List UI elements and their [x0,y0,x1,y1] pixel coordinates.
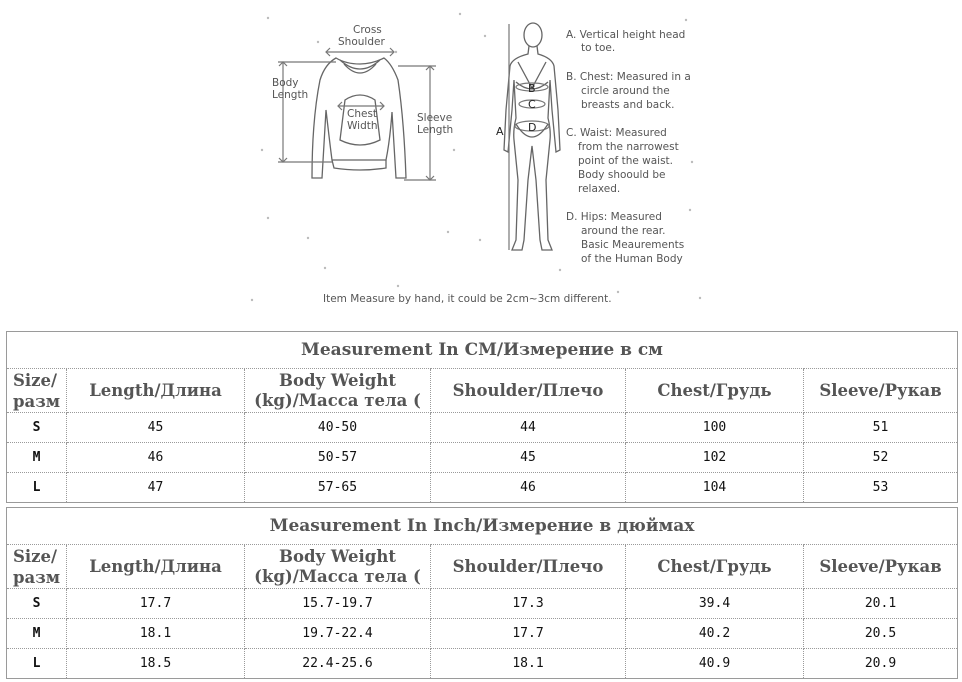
measurement-notes [566,29,691,265]
inch-table-title: Measurement In Inch/Измерение в дюймах [7,508,958,545]
note-d-line-3: Basic Meaurements [581,239,685,251]
table-row [7,473,958,503]
cell-size: M [7,619,67,649]
header-length: Length/Длина [67,545,245,589]
header-size-line-1: Size/ [13,546,58,566]
cell-shoulder: 17.3 [431,589,626,619]
header-shoulder: Shoulder/Плечо [431,545,626,589]
note-c-line-3: point of the waist. [578,155,674,167]
cell-chest: 40.9 [626,649,804,679]
sweater-drawing [272,24,453,180]
header-size-line-1: Size/ [13,370,58,390]
cm-table-title: Measurement In CM/Измерение в см [7,332,958,369]
figure-letter-a: A [496,125,504,138]
cell-shoulder: 46 [431,473,626,503]
cell-chest: 40.2 [626,619,804,649]
table-row [7,413,958,443]
cell-weight: 22.4-25.6 [245,649,431,679]
table-row [7,649,958,679]
sleeve-length-label-1: Sleeve [417,112,453,124]
body-length-label-2: Length [272,89,309,101]
cell-shoulder: 44 [431,413,626,443]
header-shoulder: Shoulder/Плечо [431,369,626,413]
cell-chest: 104 [626,473,804,503]
cell-shoulder: 45 [431,443,626,473]
cell-length: 18.1 [67,619,245,649]
human-figure-drawing [496,23,560,250]
cell-length: 17.7 [67,589,245,619]
table-row [7,589,958,619]
note-d-line-1: D. Hips: Measured [566,211,662,223]
cell-weight: 57-65 [245,473,431,503]
figure-letter-d: D [528,121,537,134]
cell-size: M [7,443,67,473]
cell-length: 47 [67,473,245,503]
table-row [7,619,958,649]
header-size-line-2: разм [13,391,61,411]
cell-weight: 50-57 [245,443,431,473]
header-weight [245,369,431,413]
note-b-line-2: circle around the [581,85,670,97]
figure-letter-b: B [528,82,536,95]
cell-length: 18.5 [67,649,245,679]
measure-disclaimer: Item Measure by hand, it could be 2cm~3cm different. [323,293,612,305]
header-weight-line-1: Body Weight [279,370,396,390]
inch-size-table [6,507,958,679]
header-chest: Chest/Грудь [626,545,804,589]
cell-sleeve: 20.5 [804,619,958,649]
cell-sleeve: 20.9 [804,649,958,679]
note-c-line-5: relaxed. [578,183,621,195]
note-b-line-1: B. Chest: Measured in a [566,71,691,83]
cross-shoulder-label-1: Cross [353,24,382,36]
cell-size: S [7,589,67,619]
cell-size: L [7,473,67,503]
note-a-line-1: A. Vertical height head [566,29,686,41]
cell-size: L [7,649,67,679]
cross-shoulder-label-2: Shoulder [338,36,385,48]
note-a-line-2: to toe. [581,42,616,54]
body-length-label-1: Body [272,77,299,89]
cell-weight: 40-50 [245,413,431,443]
note-d-line-2: around the rear. [581,225,666,237]
cell-weight: 19.7-22.4 [245,619,431,649]
cell-chest: 39.4 [626,589,804,619]
header-length: Length/Длина [67,369,245,413]
cell-shoulder: 17.7 [431,619,626,649]
header-sleeve: Sleeve/Рукав [804,545,958,589]
note-c-line-4: Body shoould be [578,169,666,181]
header-size [7,369,67,413]
cell-sleeve: 20.1 [804,589,958,619]
header-weight-line-2: (kg)/Масса тела ( [254,566,421,586]
cell-sleeve: 51 [804,413,958,443]
cm-size-table-section [6,331,957,503]
header-weight-line-1: Body Weight [279,546,396,566]
header-size [7,545,67,589]
note-c-line-2: from the narrowest [578,141,679,153]
figure-letter-c: C [528,98,536,111]
note-d-line-4: of the Human Body [581,253,683,265]
chest-width-label-2: Width [347,120,378,132]
measurement-diagram [0,0,962,325]
table-row [7,443,958,473]
header-weight [245,545,431,589]
cm-size-table [6,331,958,503]
cell-weight: 15.7-19.7 [245,589,431,619]
cell-sleeve: 52 [804,443,958,473]
cell-chest: 100 [626,413,804,443]
header-chest: Chest/Грудь [626,369,804,413]
chest-width-label-1: Chest [347,108,378,120]
note-c-line-1: C. Waist: Measured [566,127,667,139]
note-b-line-3: breasts and back. [581,99,675,111]
header-weight-line-2: (kg)/Масса тела ( [254,390,421,410]
inch-size-table-section [6,507,957,679]
cell-length: 46 [67,443,245,473]
cell-size: S [7,413,67,443]
sleeve-length-label-2: Length [417,124,454,136]
header-sleeve: Sleeve/Рукав [804,369,958,413]
header-size-line-2: разм [13,567,61,587]
cell-length: 45 [67,413,245,443]
cell-shoulder: 18.1 [431,649,626,679]
cell-chest: 102 [626,443,804,473]
cell-sleeve: 53 [804,473,958,503]
